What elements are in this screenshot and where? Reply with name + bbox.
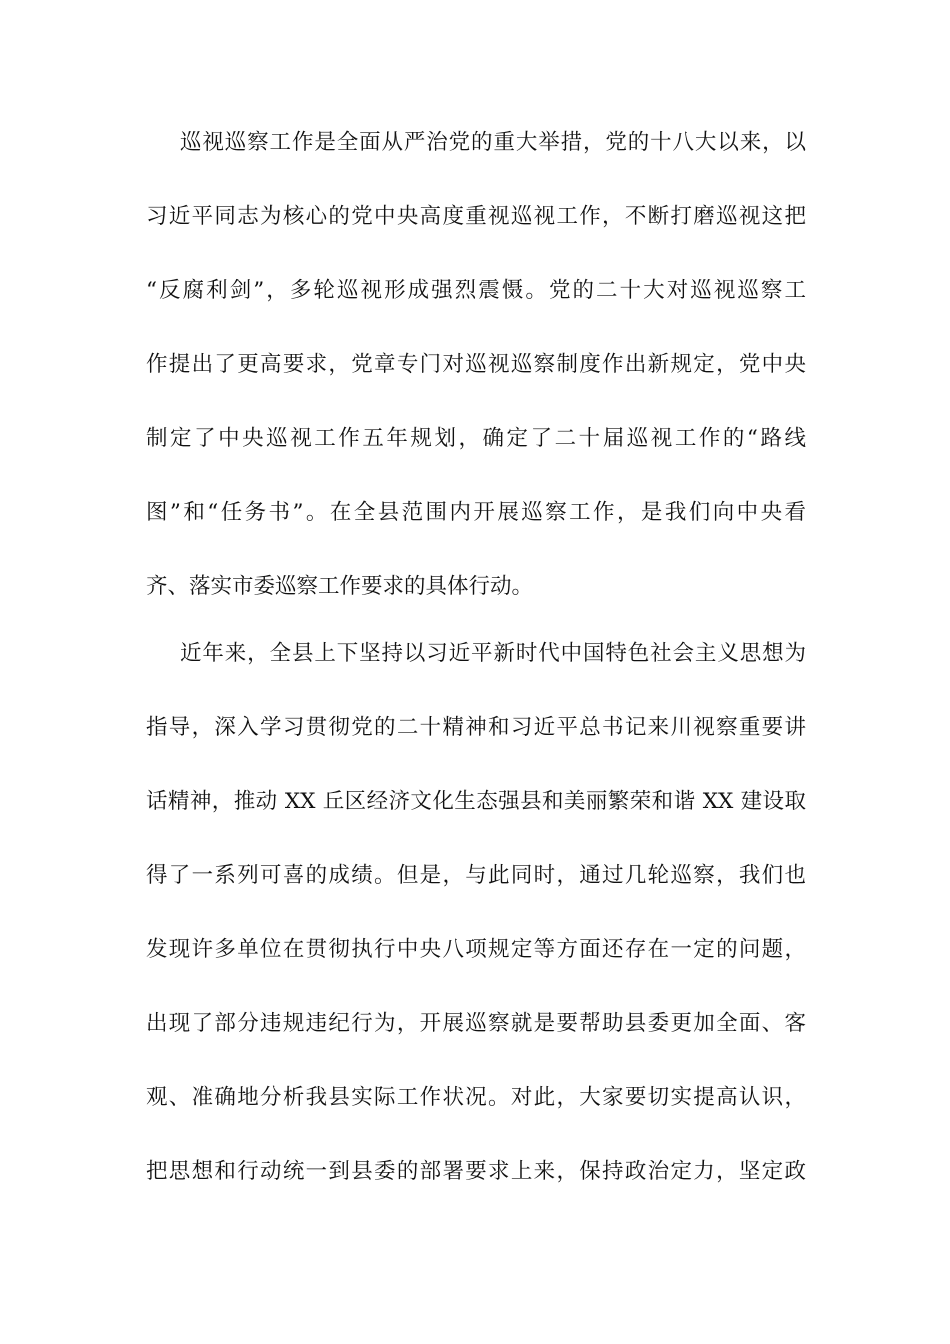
paragraph-2-line-1: 近年来，全县上下坚持以习近平新时代中国特色社会主义思想为 [180, 641, 806, 666]
paragraph-1-line-4: 作提出了更高要求，党章专门对巡视巡察制度作出新规定，党中央 [146, 352, 806, 377]
paragraph-1-line-7: 齐、落实市委巡察工作要求的具体行动。 [146, 574, 534, 599]
paragraph-1-line-3: “反腐利剑”，多轮巡视形成强烈震慑。党的二十大对巡视巡察工 [146, 278, 806, 303]
paragraph-2-line-2: 指导，深入学习贯彻党的二十精神和习近平总书记来川视察重要讲 [146, 715, 806, 740]
paragraph-2-line-8: 把思想和行动统一到县委的部署要求上来，保持政治定力，坚定政 [146, 1159, 806, 1184]
paragraph-2-line-7: 观、准确地分析我县实际工作状况。对此，大家要切实提高认识， [146, 1085, 806, 1110]
paragraph-2-line-3: 话精神，推动 XX 丘区经济文化生态强县和美丽繁荣和谐 XX 建设取 [146, 789, 806, 814]
paragraph-2-line-6: 出现了部分违规违纪行为，开展巡察就是要帮助县委更加全面、客 [146, 1011, 806, 1036]
paragraph-2-line-5: 发现许多单位在贯彻执行中央八项规定等方面还存在一定的问题， [146, 937, 806, 962]
paragraph-1-line-2: 习近平同志为核心的党中央高度重视巡视工作，不断打磨巡视这把 [146, 204, 806, 229]
paragraph-1-line-1: 巡视巡察工作是全面从严治党的重大举措，党的十八大以来，以 [180, 130, 806, 155]
paragraph-2-line-4: 得了一系列可喜的成绩。但是，与此同时，通过几轮巡察，我们也 [146, 863, 806, 888]
paragraph-1-line-6: 图”和“任务书”。在全县范围内开展巡察工作，是我们向中央看 [146, 500, 806, 525]
paragraph-1-line-5: 制定了中央巡视工作五年规划，确定了二十届巡视工作的“路线 [146, 426, 806, 451]
